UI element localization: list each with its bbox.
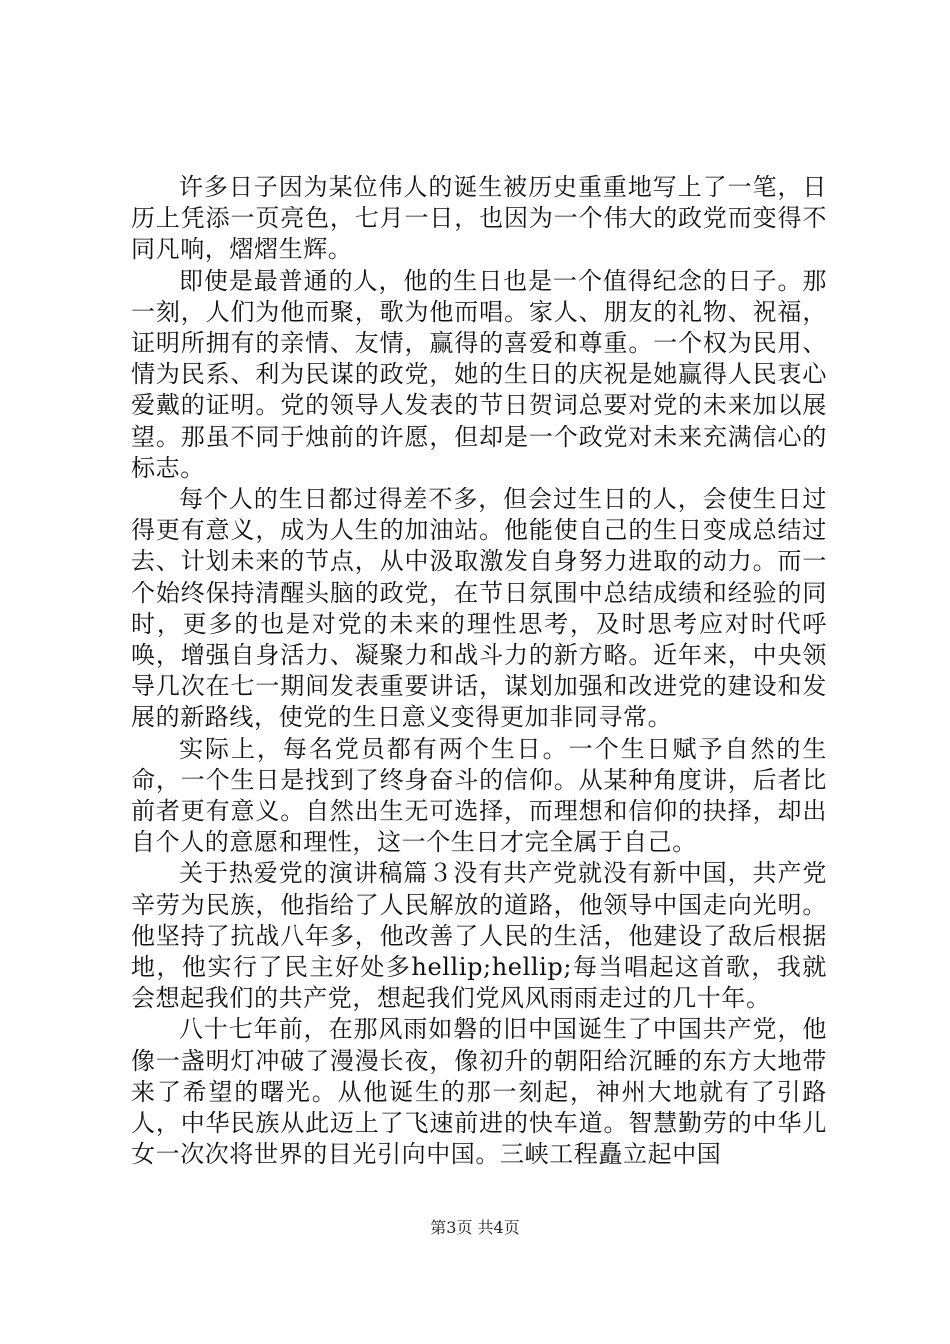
paragraph-4: 实际上，每名党员都有两个生日。一个生日赋予自然的生命，一个生日是找到了终身奋斗的信仰。从某种角度讲，后者比前者更有意义。自然出生无可选择，而理想和信仰的抉择，却出自个人的意愿和理性，这一个生日才完全属于自己。	[131, 734, 827, 857]
page-footer: 第3页 共4页	[430, 1218, 520, 1237]
paragraph-6: 八十七年前，在那风雨如磐的旧中国诞生了中国共产党，他像一盏明灯冲破了漫漫长夜，像初升的朝阳给沉睡的东方大地带来了希望的曙光。从他诞生的那一刻起，神州大地就有了引路人，中华民族从此迈上了飞速前进的快车道。智慧勤劳的中华儿女一次次将世界的目光引向中国。三峡工程矗立起中国	[131, 1015, 827, 1169]
paragraph-2: 即使是最普通的人，他的生日也是一个值得纪念的日子。那一刻，人们为他而聚，歌为他而唱。家人、朋友的礼物、祝福，证明所拥有的亲情、友情，赢得的喜爱和尊重。一个权为民用、情为民系、利为民谋的政党，她的生日的庆祝是她赢得人民衷心爱戴的证明。党的领导人发表的节日贺词总要对党的未来加以展望。那虽不同于烛前的许愿，但却是一个政党对未来充满信心的标志。	[131, 266, 827, 482]
paragraph-3: 每个人的生日都过得差不多，但会过生日的人，会使生日过得更有意义，成为人生的加油站。他能使自己的生日变成总结过去、计划未来的节点，从中汲取激发自身努力进取的动力。而一个始终保持清醒头脑的政党，在节日氛围中总结成绩和经验的同时，更多的也是对党的未来的理性思考，及时思考应对时代呼唤，增强自身活力、凝聚力和战斗力的新方略。近年来，中央领导几次在七一期间发表重要讲话，谋划加强和改进党的建设和发展的新路线，使党的生日意义变得更加非同寻常。	[131, 485, 827, 732]
paragraph-5: 关于热爱党的演讲稿篇３没有共产党就没有新中国，共产党辛劳为民族，他指给了人民解放的道路，他领导中国走向光明。他坚持了抗战八年多，他改善了人民的生活，他建设了敌后根据地，他实行了民主好处多hellip;hellip;每当唱起这首歌，我就会想起我们的共产党，想起我们党风风雨雨走过的几十年。	[131, 859, 827, 1013]
document-body	[131, 172, 827, 1171]
paragraph-1: 许多日子因为某位伟人的诞生被历史重重地写上了一笔，日历上凭添一页亮色，七月一日，也因为一个伟大的政党而变得不同凡响，熠熠生辉。	[131, 173, 827, 264]
